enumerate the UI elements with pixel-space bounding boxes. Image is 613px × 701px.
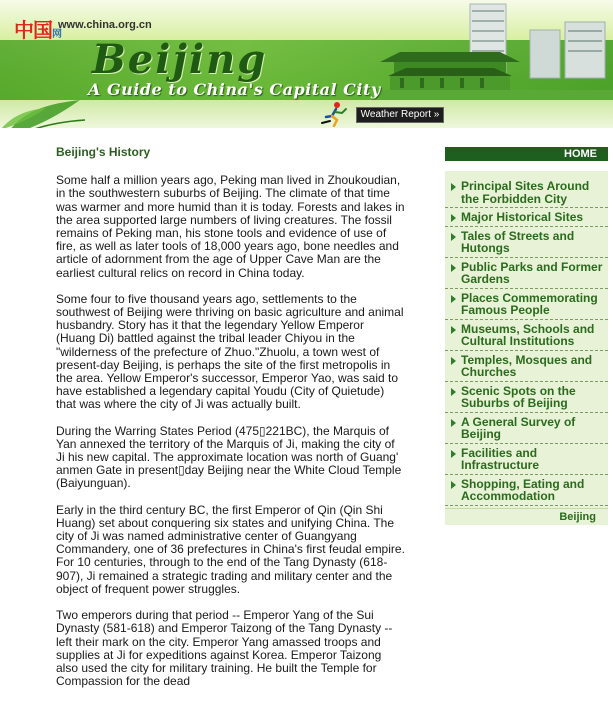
sidebar-item-label: Shopping, Eating and Accommodation	[461, 476, 585, 503]
banner-bottom-band	[0, 100, 613, 128]
nav-arrow-icon	[451, 295, 456, 303]
article-paragraph: Two emperors during that period -- Emperor Yang of the Sui Dynasty (581-618) and Emperor Taizong of the Tang Dynasty -- left their mark on the city. Emperor Yang amassed troops and supplies at Ji for expeditions against Korea. Emperor Taizong also used the city for military training. He built the Temple for Compassion for the dead	[56, 608, 393, 689]
sidebar-item-label: Major Historical Sites	[461, 210, 584, 224]
sidebar-item-label: Public Parks and Former Gardens	[461, 259, 603, 286]
sidebar-item-label: A General Survey of Beijing	[461, 414, 576, 441]
sidebar-item-general-survey[interactable]	[445, 413, 608, 444]
nav-arrow-icon	[451, 419, 456, 427]
weather-report-button[interactable]: Weather Report »	[356, 107, 444, 123]
page-title: Beijing's History	[56, 145, 151, 159]
china-org-logo[interactable]	[14, 14, 61, 43]
runner-logo-icon	[320, 101, 350, 127]
header-banner	[0, 0, 613, 128]
building-skyline-icon	[380, 0, 613, 100]
nav-arrow-icon	[451, 264, 456, 272]
article-paragraph: During the Warring States Period (475▯221BC), the Marquis of Yan annexed the territory of the Marquis of Ji, making the city of Ji his new capital. The approximate location was north of Guang' anmen Gate in present▯day Beijing near the White Cloud Temple (Baiyunguan).	[56, 423, 402, 491]
sidebar-item-scenic-spots[interactable]	[445, 382, 608, 413]
sidebar-item-temples-mosques[interactable]	[445, 351, 608, 382]
nav-arrow-icon	[451, 481, 456, 489]
article-paragraph: Some four to five thousand years ago, settlements to the southwest of Beijing were thriving on basic agriculture and animal husbandry. Story has it that the legendary Yellow Emperor (Huang Di) battled against the tribal leader Chiyou in the "wilderness of the prefecture of Zhuo."Zhuolu, a town west of present-day Beijing, is perhaps the site of the first metropolis in the area. Yellow Emperor's successor, Emperor Yao, was said to have established a legendary capital Youdu (City of Quietude) that was where the city of Ji was actually built.	[56, 291, 404, 412]
sidebar-item-historical-sites[interactable]	[445, 208, 608, 227]
sidebar-nav	[445, 147, 608, 525]
logo-mark-text: 中国	[14, 18, 52, 42]
leaf-decoration-icon	[0, 92, 90, 128]
sidebar-item-label: Places Commemorating Famous People	[461, 290, 598, 317]
sidebar-item-label: Scenic Spots on the Suburbs of Beijing	[461, 383, 576, 410]
sidebar-footer-label: Beijing	[445, 509, 608, 525]
nav-arrow-icon	[451, 214, 456, 222]
nav-panel	[445, 171, 608, 509]
site-url: www.china.org.cn	[58, 19, 152, 31]
sidebar-item-label: Tales of Streets and Hutongs	[461, 228, 575, 255]
sidebar-item-principal-sites[interactable]	[445, 177, 608, 208]
sidebar-item-label: Principal Sites Around the Forbidden City	[461, 179, 590, 206]
nav-arrow-icon	[451, 357, 456, 365]
home-link[interactable]: HOME	[445, 147, 608, 161]
sidebar-item-shopping[interactable]	[445, 475, 608, 506]
logo-suffix: 网	[52, 29, 61, 40]
sidebar-item-streets-hutongs[interactable]	[445, 227, 608, 258]
nav-arrow-icon	[451, 183, 456, 191]
nav-arrow-icon	[451, 450, 456, 458]
sidebar-item-facilities[interactable]	[445, 444, 608, 475]
article-paragraph: Some half a million years ago, Peking man lived in Zhoukoudian, in the southwestern suburbs of Beijing. The climate of that time was warmer and more humid than it is today. Forests and lakes in the area supported large numbers of living creatures. The fossil remains of Peking man, his stone tools and evidence of use of fire, as well as later tools of 18,000 years ago, bone needles and article of adornment from the age of Upper Cave Man are the earliest cultural relics on record in China today.	[56, 173, 405, 280]
sidebar-item-famous-people[interactable]	[445, 289, 608, 320]
nav-arrow-icon	[451, 233, 456, 241]
sidebar-item-museums-schools[interactable]	[445, 320, 608, 351]
history-article	[56, 146, 406, 701]
nav-arrow-icon	[451, 388, 456, 396]
nav-arrow-icon	[451, 326, 456, 334]
sidebar-item-label: Museums, Schools and Cultural Institutions	[461, 321, 595, 348]
sidebar-item-label: Temples, Mosques and Churches	[461, 352, 593, 379]
article-paragraph: Early in the third century BC, the first Emperor of Qin (Qin Shi Huang) set about conquering six states and unifying China. The city of Ji was named administrative center of Guangyang Commandery, one of 36 prefectures in China's first feudal empire. For 10 centuries, through to the end of the Tang Dynasty (618-907), Ji remained a strategic trading and military center and the object of frequent power struggles.	[56, 502, 405, 596]
site-subtitle: A Guide to China's Capital City	[88, 80, 381, 99]
site-title: Beijing	[92, 36, 268, 83]
sidebar-item-parks-gardens[interactable]	[445, 258, 608, 289]
sidebar-item-label: Facilities and Infrastructure	[461, 445, 540, 472]
